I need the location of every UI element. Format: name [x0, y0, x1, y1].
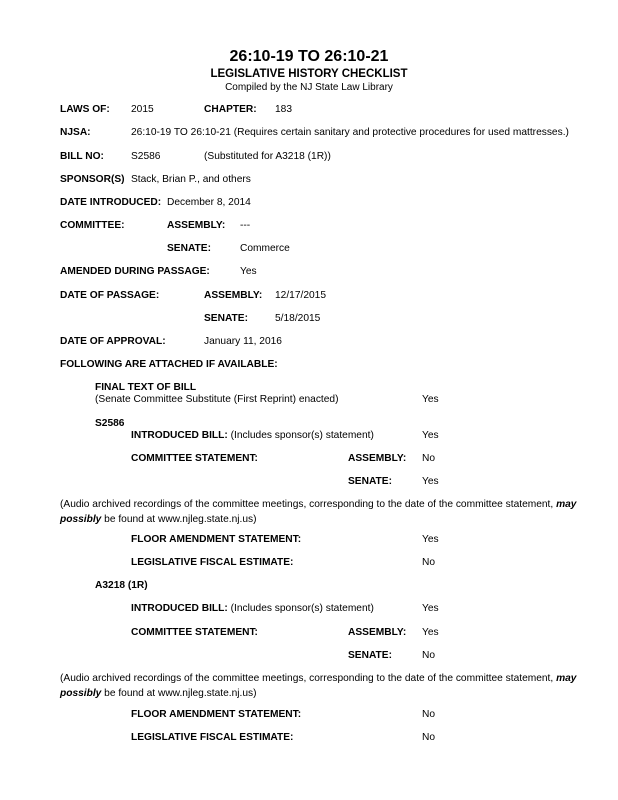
amended-label: AMENDED DURING PASSAGE: — [60, 266, 210, 277]
chapter-label: CHAPTER: — [204, 104, 257, 115]
date-of-approval-label: DATE OF APPROVAL: — [60, 336, 166, 347]
a3218-heading: A3218 (1R) — [95, 580, 148, 591]
final-text-value: Yes — [422, 394, 439, 405]
s2586-senate-label: SENATE: — [348, 476, 392, 487]
a3218-introduced-label: INTRODUCED BILL: — [131, 603, 228, 614]
s2586-floor-value: Yes — [422, 534, 439, 545]
s2586-introduced-note: (Includes sponsor(s) statement) — [227, 430, 374, 441]
bill-no-label: BILL NO: — [60, 151, 104, 162]
s2586-introduced-label: INTRODUCED BILL: — [131, 430, 228, 441]
committee-assembly-value: --- — [240, 220, 251, 231]
committee-assembly-label: ASSEMBLY: — [167, 220, 226, 231]
passage-senate-label: SENATE: — [204, 313, 248, 324]
njsa-value: 26:10-19 TO 26:10-21 (Requires certain sanitary and protective procedures for used mattresses.) — [131, 127, 569, 138]
a3218-assembly-value: Yes — [422, 627, 439, 638]
committee-label: COMMITTEE: — [60, 220, 125, 231]
audio-note-1: (Audio archived recordings of the committee meetings, corresponding to the date of the committee statement, may possibly be found at www.njleg.state.nj.us) — [60, 499, 577, 525]
a3218-introduced-value: Yes — [422, 603, 439, 614]
final-text-label: FINAL TEXT OF BILL — [95, 382, 197, 393]
attached-heading: FOLLOWING ARE ATTACHED IF AVAILABLE: — [60, 359, 278, 370]
a3218-introduced-row — [131, 603, 374, 615]
s2586-introduced-row — [131, 430, 374, 442]
s2586-introduced-value: Yes — [422, 430, 439, 441]
a3218-assembly-label: ASSEMBLY: — [348, 627, 407, 638]
a3218-floor-value: No — [422, 709, 436, 720]
laws-of-value: 2015 — [131, 104, 154, 115]
a3218-senate-value: No — [422, 650, 436, 661]
a3218-fiscal-value: No — [422, 732, 436, 743]
s2586-assembly-label: ASSEMBLY: — [348, 453, 407, 464]
njsa-label: NJSA: — [60, 127, 91, 138]
s2586-committee-statement-label: COMMITTEE STATEMENT: — [131, 453, 258, 464]
sponsors-value: Stack, Brian P., and others — [131, 174, 251, 185]
bill-no-note: (Substituted for A3218 (1R)) — [204, 151, 331, 162]
a3218-introduced-note: (Includes sponsor(s) statement) — [227, 603, 374, 614]
passage-assembly-value: 12/17/2015 — [275, 290, 326, 301]
compiled-by: Compiled by the NJ State Law Library — [225, 82, 393, 93]
sponsors-label: SPONSOR(S) — [60, 174, 125, 185]
date-introduced-value: December 8, 2014 — [167, 197, 251, 208]
page-subtitle: LEGISLATIVE HISTORY CHECKLIST — [210, 68, 408, 80]
passage-senate-value: 5/18/2015 — [275, 313, 321, 324]
s2586-assembly-value: No — [422, 453, 436, 464]
s2586-fiscal-label: LEGISLATIVE FISCAL ESTIMATE: — [131, 557, 294, 568]
committee-senate-value: Commerce — [240, 243, 290, 254]
a3218-senate-label: SENATE: — [348, 650, 392, 661]
a3218-committee-statement-label: COMMITTEE STATEMENT: — [131, 627, 258, 638]
s2586-fiscal-value: No — [422, 557, 436, 568]
laws-of-label: LAWS OF: — [60, 104, 110, 115]
date-introduced-label: DATE INTRODUCED: — [60, 197, 162, 208]
committee-senate-label: SENATE: — [167, 243, 211, 254]
a3218-floor-label: FLOOR AMENDMENT STATEMENT: — [131, 709, 302, 720]
chapter-value: 183 — [275, 104, 292, 115]
a3218-fiscal-label: LEGISLATIVE FISCAL ESTIMATE: — [131, 732, 294, 743]
passage-assembly-label: ASSEMBLY: — [204, 290, 263, 301]
bill-no-value: S2586 — [131, 151, 161, 162]
date-of-approval-value: January 11, 2016 — [204, 336, 282, 347]
s2586-senate-value: Yes — [422, 476, 439, 487]
s2586-heading: S2586 — [95, 418, 125, 429]
s2586-floor-label: FLOOR AMENDMENT STATEMENT: — [131, 534, 302, 545]
audio-note-2: (Audio archived recordings of the committee meetings, corresponding to the date of the committee statement, may possibly be found at www.njleg.state.nj.us) — [60, 673, 577, 699]
page-title: 26:10-19 TO 26:10-21 — [229, 48, 389, 65]
amended-value: Yes — [240, 266, 257, 277]
date-of-passage-label: DATE OF PASSAGE: — [60, 290, 160, 301]
final-text-note: (Senate Committee Substitute (First Reprint) enacted) — [95, 394, 339, 405]
